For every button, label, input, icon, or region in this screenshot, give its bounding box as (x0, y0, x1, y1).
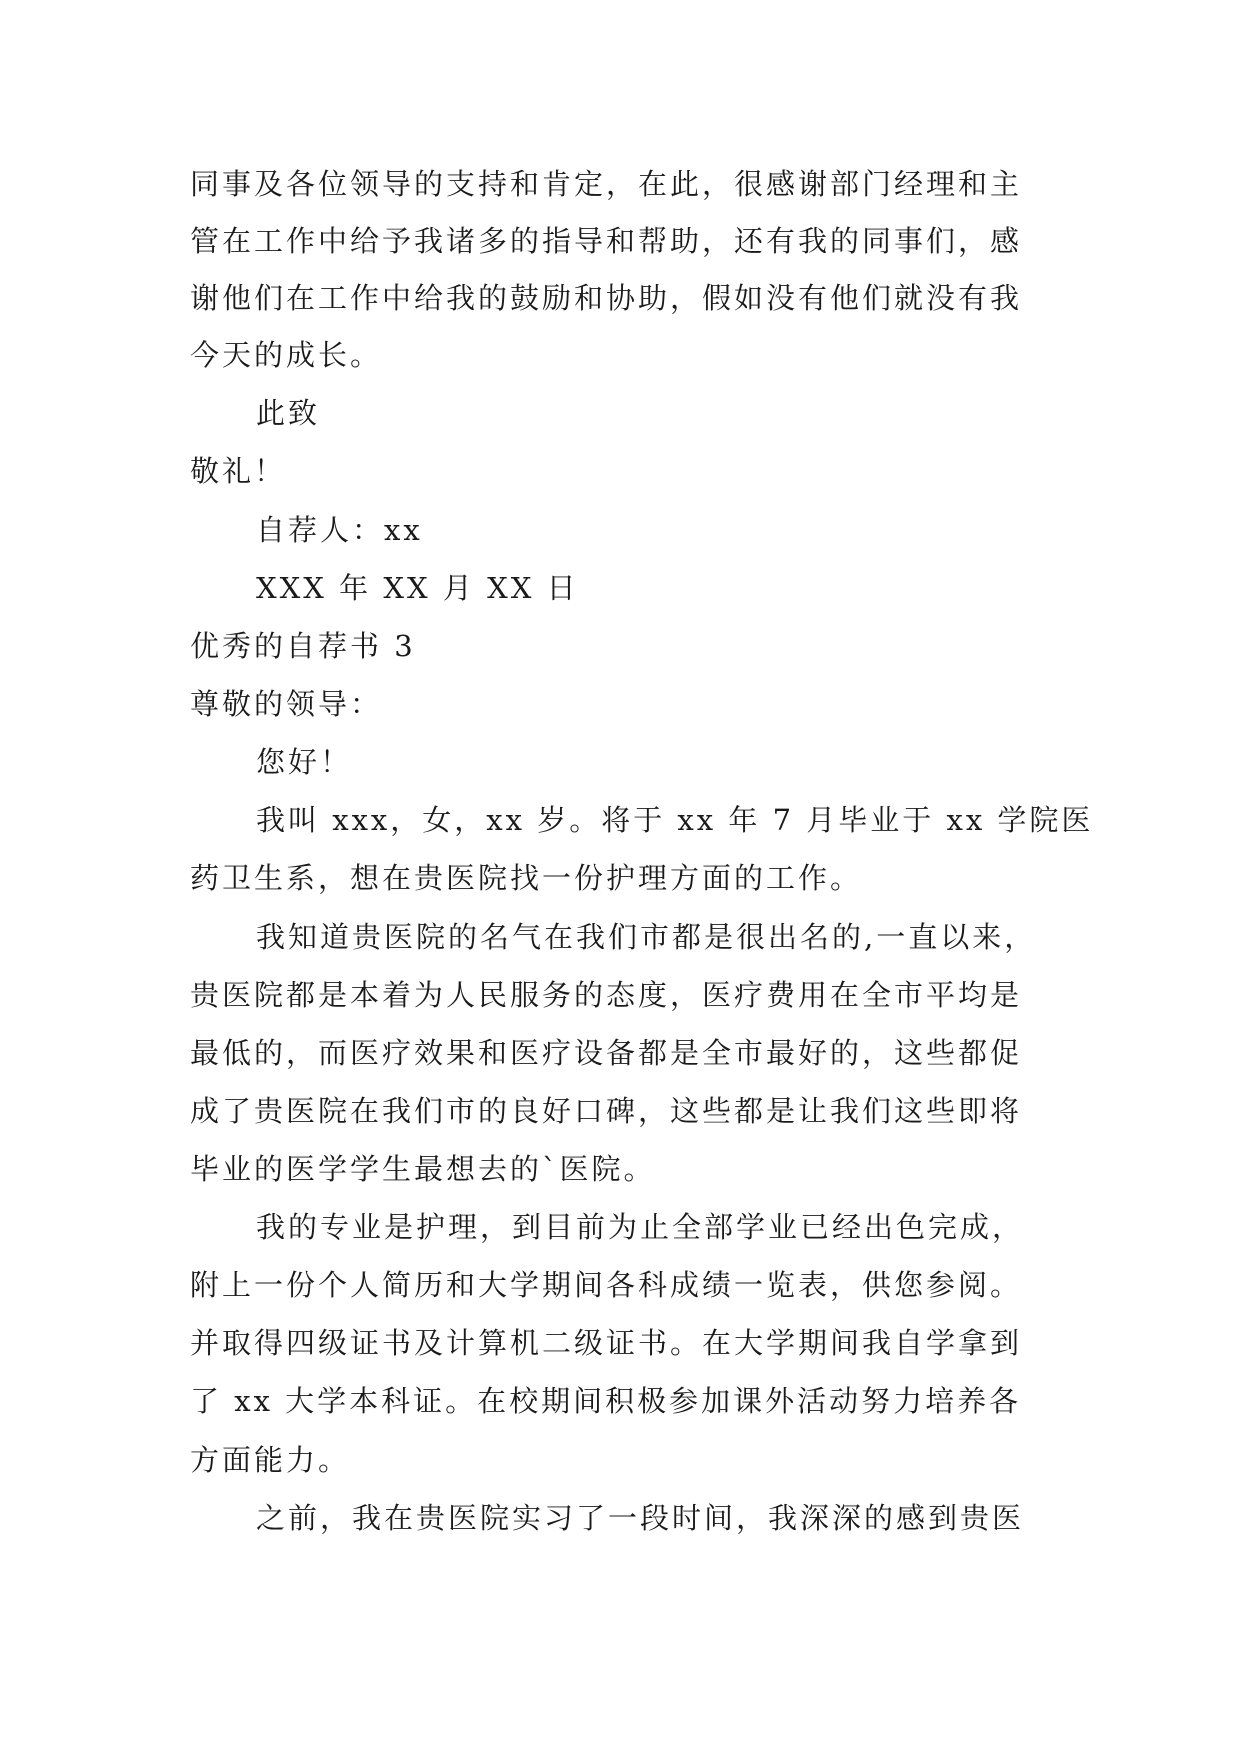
paragraph-line: 了 xx 大学本科证。在校期间积极参加课外活动努力培养各 (190, 1384, 1022, 1418)
paragraph-line: 同事及各位领导的支持和肯定，在此，很感谢部门经理和主 (190, 167, 1023, 201)
paragraph-line: 今天的成长。 (190, 338, 383, 372)
paragraph-line: 成了贵医院在我们市的良好口碑，这些都是让我们这些即将 (190, 1094, 1023, 1128)
paragraph-line: 药卫生系，想在贵医院找一份护理方面的工作。 (190, 861, 863, 895)
paragraph-line: 谢他们在工作中给我的鼓励和协助，假如没有他们就没有我 (190, 281, 1023, 315)
closing-line: 此致 (256, 396, 321, 430)
salutation-closing: 敬礼！ (190, 454, 287, 488)
paragraph-line: 我知道贵医院的名气在我们市都是很出名的,一直以来， (256, 920, 1037, 954)
section-title: 优秀的自荐书 3 (190, 629, 416, 663)
paragraph-line: 管在工作中给予我诸多的指导和帮助，还有我的同事们，感 (190, 224, 1023, 258)
paragraph-line: 我叫 xxx，女，xx 岁。将于 xx 年 7 月毕业于 xx 学院医 (256, 803, 1094, 837)
paragraph-line: 之前，我在贵医院实习了一段时间，我深深的感到贵医 (256, 1501, 1025, 1535)
greeting-line: 尊敬的领导： (190, 687, 383, 721)
paragraph-line: 贵医院都是本着为人民服务的态度，医疗费用在全市平均是 (190, 978, 1023, 1012)
paragraph-line: 方面能力。 (190, 1443, 351, 1477)
paragraph-line: 附上一份个人简历和大学期间各科成绩一览表，供您参阅。 (190, 1268, 1023, 1302)
paragraph-line: 并取得四级证书及计算机二级证书。在大学期间我自学拿到 (190, 1326, 1023, 1360)
paragraph-line: 毕业的医学学生最想去的`医院。 (190, 1152, 656, 1186)
signature-line: 自荐人：xx (256, 513, 423, 547)
paragraph-line: 我的专业是护理，到目前为止全部学业已经出色完成， (256, 1210, 1025, 1244)
date-line: XXX 年 XX 月 XX 日 (256, 571, 579, 605)
greeting-line: 您好！ (256, 745, 353, 779)
paragraph-line: 最低的，而医疗效果和医疗设备都是全市最好的，这些都促 (190, 1036, 1023, 1070)
